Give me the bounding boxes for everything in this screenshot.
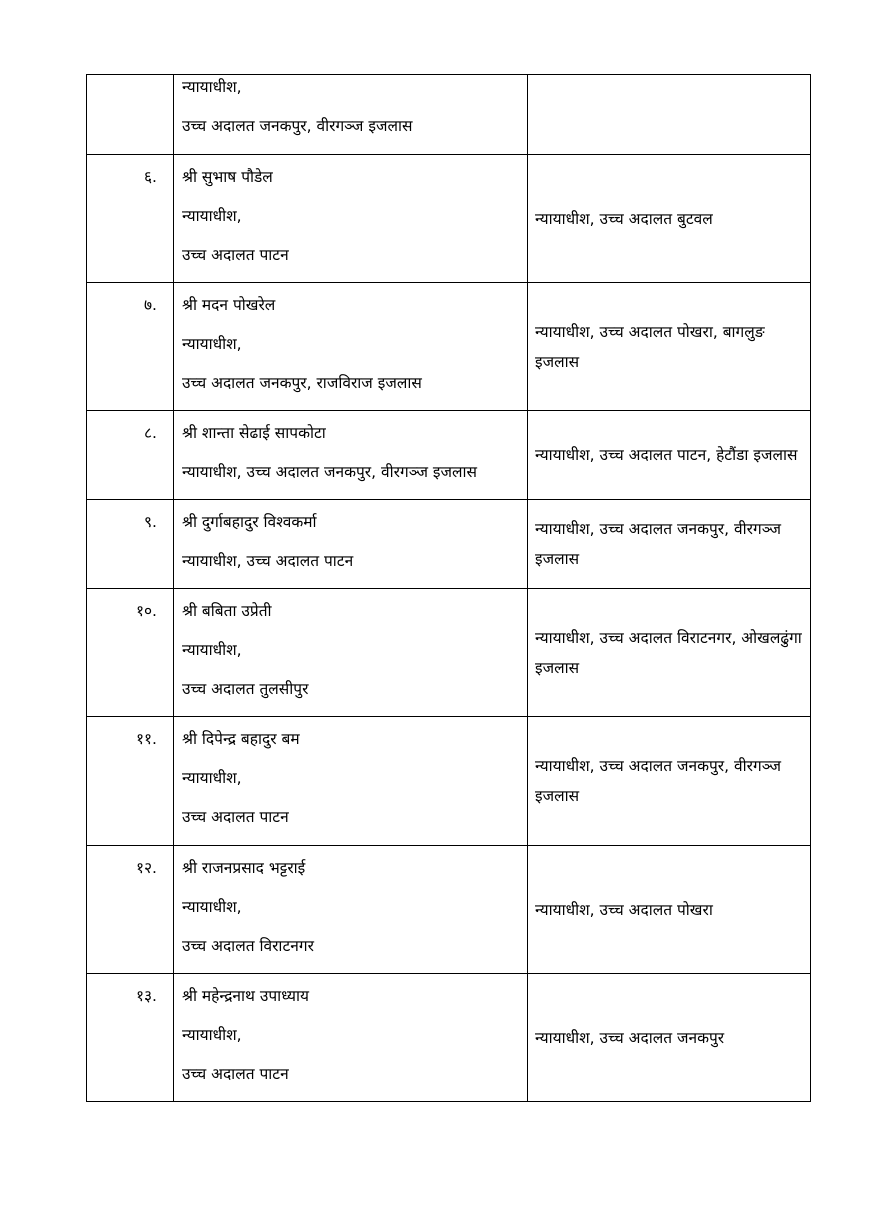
- serial-number-cell: [87, 500, 174, 589]
- serial-number-cell: [87, 283, 174, 411]
- new-posting-cell: [528, 283, 811, 411]
- new-posting-cell: [528, 155, 811, 283]
- judge-detail-line: न्यायाधीश,: [182, 207, 242, 225]
- serial-number: ६.: [144, 168, 157, 186]
- judge-detail-line: न्यायाधीश,: [182, 78, 242, 96]
- judge-details-cell: [174, 75, 528, 155]
- table-row: [87, 411, 811, 500]
- judge-name: श्री सुभाष पौडेल: [182, 168, 273, 186]
- serial-number-cell: [87, 155, 174, 283]
- judge-detail-line: उच्च अदालत विराटनगर: [182, 937, 314, 955]
- new-posting: न्यायाधीश, उच्च अदालत पोखरा: [535, 900, 713, 919]
- judge-detail-line: न्यायाधीश,: [182, 1026, 242, 1044]
- judge-transfer-table: [86, 74, 811, 1102]
- judge-name: श्री राजनप्रसाद भट्टराई: [182, 859, 306, 877]
- serial-number: ७.: [144, 296, 157, 314]
- table-row: [87, 717, 811, 846]
- judge-detail-line: उच्च अदालत जनकपुर, राजविराज इजलास: [182, 374, 422, 392]
- new-posting: न्यायाधीश, उच्च अदालत जनकपुर: [535, 1028, 725, 1047]
- judge-detail-line: न्यायाधीश,: [182, 641, 242, 659]
- serial-number-cell: [87, 411, 174, 500]
- judge-details-cell: [174, 589, 528, 717]
- serial-number: १०.: [135, 602, 157, 620]
- judge-detail-line: न्यायाधीश,: [182, 898, 242, 916]
- serial-number-cell: [87, 75, 174, 155]
- judge-name: श्री दिपेन्द्र बहादुर बम: [182, 730, 300, 748]
- judge-detail-line: उच्च अदालत पाटन: [182, 1065, 289, 1083]
- new-posting: न्यायाधीश, उच्च अदालत विराटनगर, ओखलढुंगा इजलास: [535, 628, 812, 677]
- judge-details-cell: [174, 974, 528, 1102]
- judge-detail-line: उच्च अदालत तुलसीपुर: [182, 680, 309, 698]
- table-row: [87, 500, 811, 589]
- new-posting-cell: [528, 846, 811, 974]
- new-posting: न्यायाधीश, उच्च अदालत जनकपुर, वीरगञ्ज इजलास: [535, 520, 786, 568]
- judge-detail-line: उच्च अदालत पाटन: [182, 808, 289, 826]
- serial-number: १३.: [135, 987, 157, 1005]
- table-body: [87, 75, 811, 1102]
- serial-number-cell: [87, 589, 174, 717]
- new-posting-cell: [528, 589, 811, 717]
- new-posting: न्यायाधीश, उच्च अदालत पोखरा, बागलुङ इजलास: [535, 322, 770, 371]
- judge-details-cell: [174, 411, 528, 500]
- new-posting: न्यायाधीश, उच्च अदालत बुटवल: [535, 209, 713, 228]
- judge-name: श्री शान्ता सेढाई सापकोटा: [182, 424, 326, 442]
- table-row: [87, 846, 811, 974]
- table-row: [87, 589, 811, 717]
- judge-details-cell: [174, 717, 528, 846]
- new-posting: न्यायाधीश, उच्च अदालत पाटन, हेटौंडा इजलास: [535, 446, 798, 464]
- serial-number: ८.: [144, 424, 157, 442]
- judge-detail-line: उच्च अदालत जनकपुर, वीरगञ्ज इजलास: [182, 117, 413, 135]
- judge-details-cell: [174, 846, 528, 974]
- judge-details-cell: [174, 155, 528, 283]
- judge-details-cell: [174, 500, 528, 589]
- serial-number: १२.: [135, 859, 157, 877]
- new-posting-cell: [528, 411, 811, 500]
- serial-number: ९.: [144, 513, 157, 531]
- new-posting-cell: [528, 974, 811, 1102]
- judge-detail-line: न्यायाधीश,: [182, 769, 242, 787]
- serial-number: ११.: [135, 730, 157, 748]
- table-row: [87, 155, 811, 283]
- judge-name: श्री बबिता उप्रेती: [182, 602, 272, 620]
- judge-details-cell: [174, 283, 528, 411]
- judge-name: श्री महेन्द्रनाथ उपाध्याय: [182, 987, 310, 1005]
- serial-number-cell: [87, 846, 174, 974]
- new-posting: न्यायाधीश, उच्च अदालत जनकपुर, वीरगञ्ज इजलास: [535, 757, 786, 805]
- judge-name: श्री दुर्गाबहादुर विश्वकर्मा: [182, 513, 317, 531]
- judge-detail-line: न्यायाधीश, उच्च अदालत पाटन: [182, 552, 354, 570]
- serial-number-cell: [87, 717, 174, 846]
- new-posting-cell: [528, 75, 811, 155]
- judge-detail-line: न्यायाधीश, उच्च अदालत जनकपुर, वीरगञ्ज इजलास: [182, 463, 477, 481]
- new-posting-cell: [528, 500, 811, 589]
- table-row: [87, 283, 811, 411]
- judge-detail-line: न्यायाधीश,: [182, 335, 242, 353]
- table-row: [87, 75, 811, 155]
- table-row: [87, 974, 811, 1102]
- new-posting-cell: [528, 717, 811, 846]
- serial-number-cell: [87, 974, 174, 1102]
- judge-name: श्री मदन पोखरेल: [182, 296, 276, 314]
- judge-detail-line: उच्च अदालत पाटन: [182, 246, 289, 264]
